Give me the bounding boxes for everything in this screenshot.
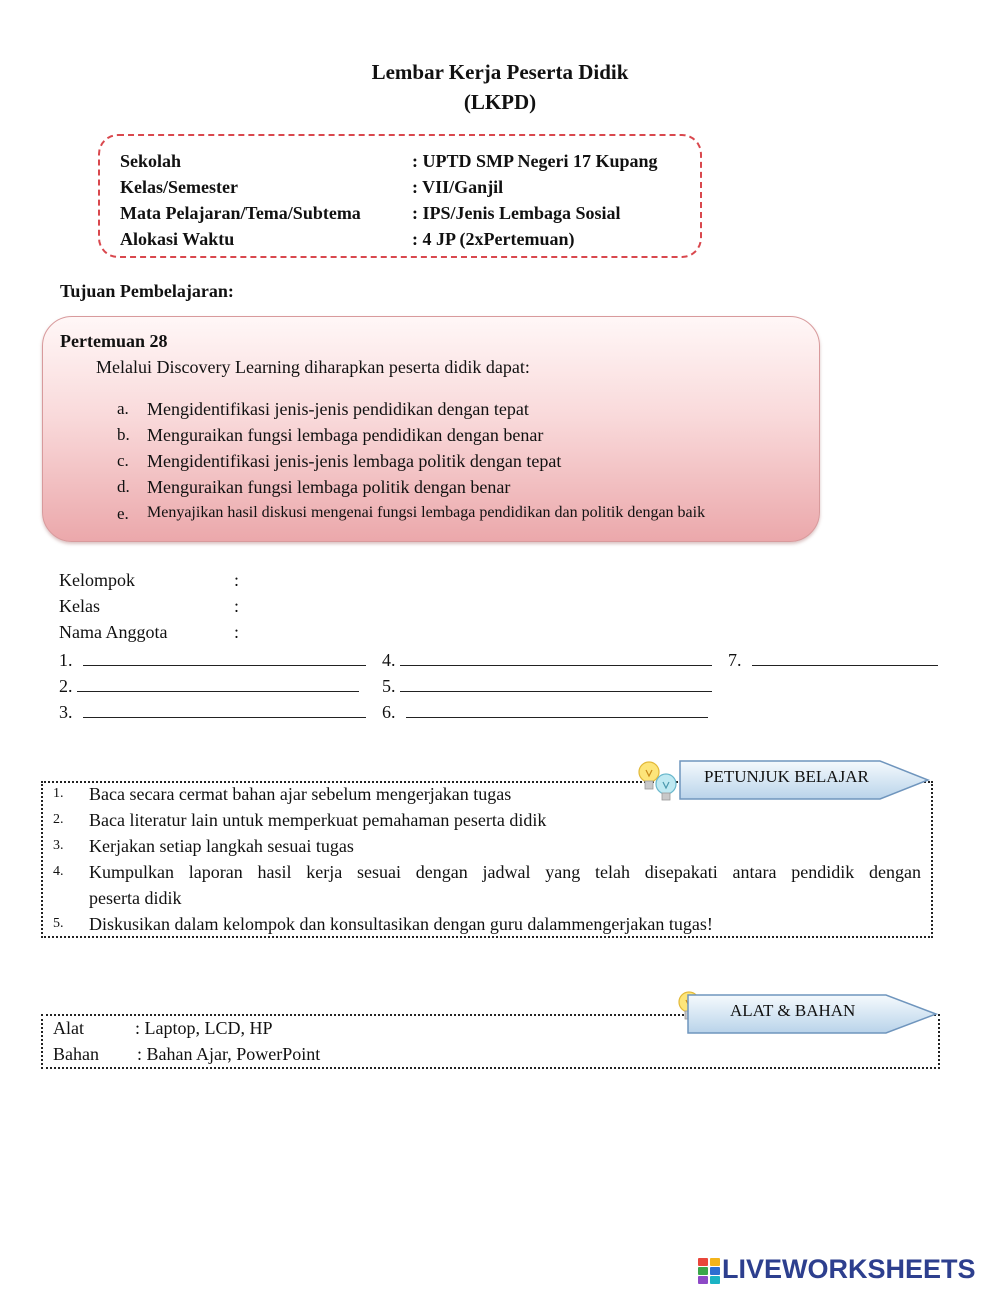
petunjuk-text-cont: peserta didik xyxy=(89,888,182,908)
petunjuk-box xyxy=(41,781,933,938)
petunjuk-title: PETUNJUK BELAJAR xyxy=(704,767,869,786)
member-3: 3. xyxy=(59,701,366,723)
member-6: 6. xyxy=(382,701,708,723)
info-value-mapel: : IPS/Jenis Lembaga Sosial xyxy=(412,203,621,223)
member-6-blank[interactable] xyxy=(406,701,708,718)
member-2: 2. xyxy=(59,675,359,697)
petunjuk-num: 4. xyxy=(53,864,64,879)
anggota-label: Nama Anggota xyxy=(59,622,168,642)
logo-text: LIVEWORKSHEETS xyxy=(722,1254,976,1284)
petunjuk-num: 3. xyxy=(53,838,64,853)
member-4-blank[interactable] xyxy=(400,649,712,666)
info-label-sekolah: Sekolah xyxy=(120,151,182,171)
petunjuk-num: 1. xyxy=(53,786,64,801)
petunjuk-banner xyxy=(678,758,938,802)
alat-label: Alat xyxy=(53,1018,84,1038)
kelompok-label: Kelompok xyxy=(59,570,135,590)
kelas-colon: : xyxy=(234,596,240,616)
kelompok-colon: : xyxy=(234,570,240,590)
info-label-mapel: Mata Pelajaran/Tema/Subtema xyxy=(120,203,361,223)
lightbulb-icon xyxy=(636,758,674,802)
member-3-blank[interactable] xyxy=(83,701,366,718)
info-value-kelas: : VII/Ganjil xyxy=(412,177,504,197)
petunjuk-text: Baca literatur lain untuk memperkuat pemahaman peserta didik xyxy=(89,810,547,830)
identity-box xyxy=(98,134,702,258)
info-label-waktu: Alokasi Waktu xyxy=(120,229,235,249)
petunjuk-text: Kerjakan setiap langkah sesuai tugas xyxy=(89,836,354,856)
info-label-kelas: Kelas/Semester xyxy=(120,177,238,197)
petunjuk-num: 2. xyxy=(53,812,64,827)
bahan-value: : Bahan Ajar, PowerPoint xyxy=(137,1044,321,1064)
alat-value: : Laptop, LCD, HP xyxy=(135,1018,273,1038)
page-subtitle: (LKPD) xyxy=(463,90,537,114)
logo-tiles-icon xyxy=(698,1258,720,1284)
goals-intro: Melalui Discovery Learning diharapkan peserta didik dapat: xyxy=(96,357,530,377)
petunjuk-num: 5. xyxy=(53,916,64,931)
alat-bahan-title: ALAT & BAHAN xyxy=(730,1001,856,1020)
member-5: 5. xyxy=(382,675,712,697)
petunjuk-text: Baca secara cermat bahan ajar sebelum mengerjakan tugas xyxy=(89,784,512,804)
petunjuk-text: Diskusikan dalam kelompok dan konsultasikan dengan guru dalammengerjakan tugas! xyxy=(89,914,713,934)
info-value-waktu: : 4 JP (2xPertemuan) xyxy=(412,229,575,249)
page-title: Lembar Kerja Peserta Didik xyxy=(371,60,629,84)
alat-bahan-banner xyxy=(686,992,946,1036)
member-1-blank[interactable] xyxy=(83,649,366,666)
bahan-label: Bahan xyxy=(53,1044,99,1064)
member-1: 1. xyxy=(59,649,366,671)
liveworksheets-logo[interactable] xyxy=(698,1254,976,1285)
tujuan-heading: Tujuan Pembelajaran: xyxy=(60,281,234,301)
member-7: 7. xyxy=(728,649,938,671)
petunjuk-text: Kumpulkan laporan hasil kerja sesuai dengan jadwal yang telah disepakati antara pendidik dengan xyxy=(89,862,921,882)
member-5-blank[interactable] xyxy=(400,675,712,692)
meeting-title: Pertemuan 28 xyxy=(60,331,168,351)
kelas-label: Kelas xyxy=(59,596,100,616)
member-4: 4. xyxy=(382,649,712,671)
info-value-sekolah: : UPTD SMP Negeri 17 Kupang xyxy=(412,151,658,171)
member-7-blank[interactable] xyxy=(752,649,938,666)
anggota-colon: : xyxy=(234,622,240,642)
goals-box: Pertemuan 28 Melalui Discovery Learning diharapkan peserta didik dapat: a. Mengidentifikasi jenis-jenis pendidikan dengan tepat b. Menguraikan fungsi lembaga pendidikan dengan benar c. Mengidentifikasi jenis-jenis lembaga politik dengan tepat d. Menguraikan fungsi lembaga politik dengan benar e. Menyajikan hasil diskusi mengenai fungsi lembaga pendidikan dan politik dengan baik xyxy=(42,316,820,542)
member-2-blank[interactable] xyxy=(77,675,359,692)
